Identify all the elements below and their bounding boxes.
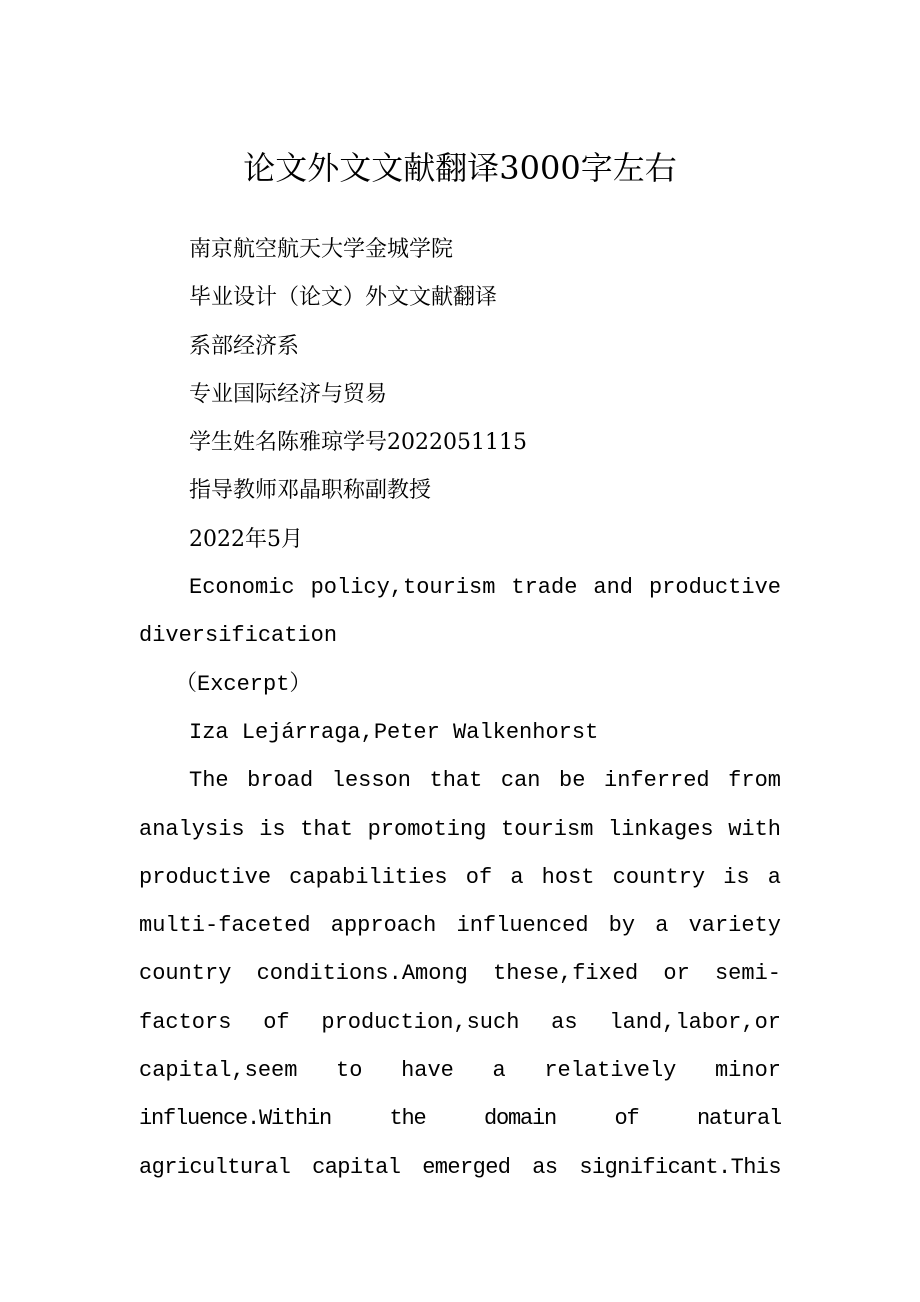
paragraph-line: influence.Within the domain of natural [139,1106,781,1132]
paragraph-line: country conditions.Among these,fixed or semi- [139,961,781,987]
paragraph-line: multi-faceted approach influenced by a variety [139,913,781,939]
paragraph-line: capital,seem to have a relatively minor [139,1058,781,1084]
paragraph-line: productive capabilities of a host country is a [139,864,781,890]
cover-line-major: 专业国际经济与贸易 [189,381,388,407]
cover-line-doc-type: 毕业设计（论文）外文文献翻译 [189,285,498,311]
document-body [139,226,781,1192]
document-title: 论文外文文献翻译3000字左右 [243,149,677,187]
cover-line-advisor: 指导教师邓晶职称副教授 [189,478,432,504]
paragraph-line: factors of production,such as land,labor,or [139,1009,781,1035]
article-title-line: Economic policy,tourism trade and productive [189,575,781,601]
cover-line-student: 学生姓名陈雅琼学号2022051115 [189,430,527,456]
article-title-line: diversification [139,623,338,649]
cover-line-institution: 南京航空航天大学金城学院 [189,237,454,262]
paragraph-line: The broad lesson that can be inferred from [189,768,781,794]
authors: Iza Lejárraga,Peter Walkenhorst [189,719,599,745]
excerpt-label: （Excerpt） [175,671,312,697]
cover-line-date: 2022年5月 [189,526,303,552]
cover-line-department: 系部经济系 [189,333,300,359]
paragraph-line: analysis is that promoting tourism linkages with [139,816,781,842]
paragraph-line: agricultural capital emerged as significant.This [139,1154,781,1180]
